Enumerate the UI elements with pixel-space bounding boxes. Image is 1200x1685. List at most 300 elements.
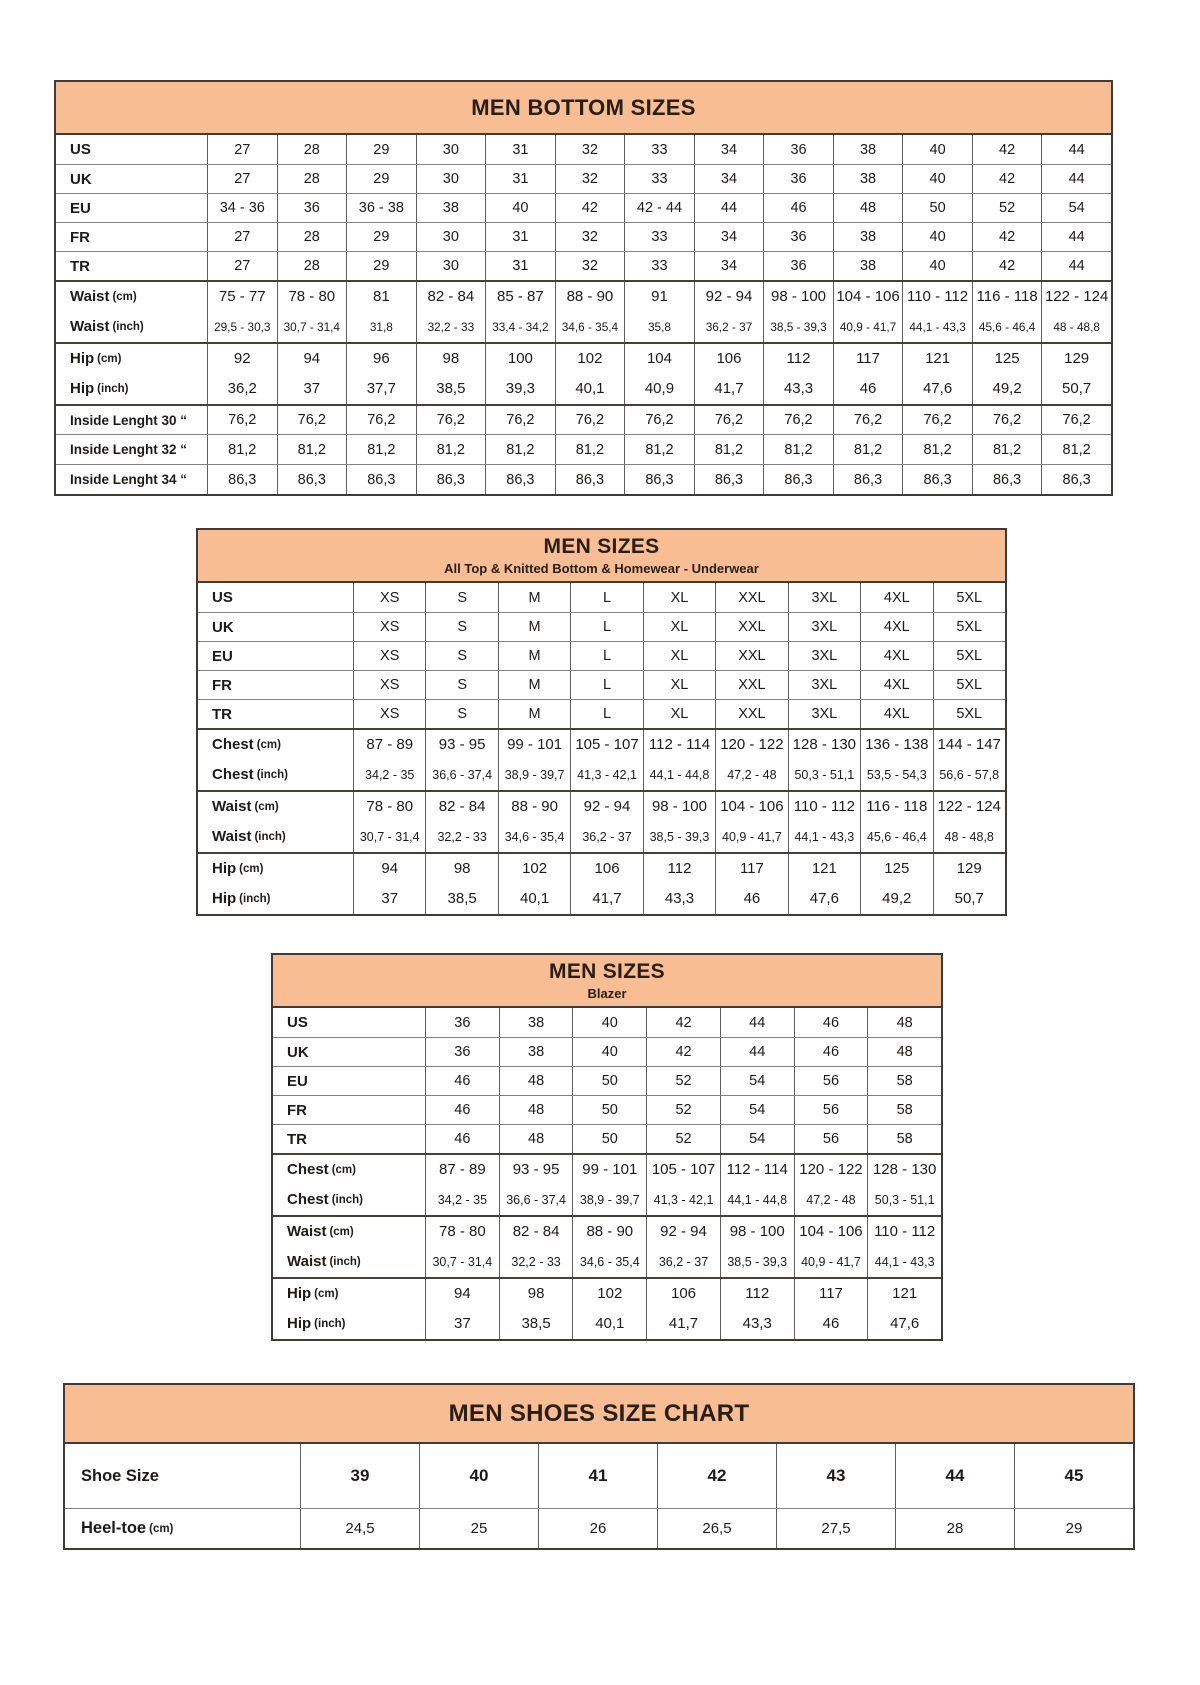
row-label-text: Chest <box>287 1161 329 1178</box>
size-cell: 76,2 <box>485 406 555 434</box>
table-row <box>56 464 1111 494</box>
row-label-text: Waist <box>287 1253 327 1270</box>
size-cell: 98 <box>425 854 497 883</box>
size-cell: 32 <box>555 252 625 280</box>
size-cell: 40,9 - 41,7 <box>794 1246 868 1277</box>
size-cell: 48 - 48,8 <box>933 821 1005 852</box>
size-cell: 128 - 130 <box>788 730 860 759</box>
size-cell: 85 - 87 <box>485 282 555 311</box>
size-cell: 76,2 <box>763 406 833 434</box>
size-cell: 75 - 77 <box>207 282 277 311</box>
size-cell: 44 <box>694 194 764 222</box>
table-row <box>273 1277 941 1308</box>
table-row <box>273 1308 941 1339</box>
size-cell: 40 <box>572 1008 646 1037</box>
row-label-text: Hip <box>212 890 237 907</box>
size-cell: 44 <box>1041 135 1111 164</box>
size-cell: 106 <box>646 1279 720 1308</box>
size-cell: 40,1 <box>555 373 625 404</box>
size-cell: 86,3 <box>277 465 347 494</box>
size-cell: 86,3 <box>1041 465 1111 494</box>
size-cell: 31,8 <box>346 311 416 342</box>
size-cell: 30,7 - 31,4 <box>277 311 347 342</box>
size-cell: 86,3 <box>833 465 903 494</box>
size-cell: XXL <box>715 671 787 699</box>
table-row <box>198 883 1005 914</box>
size-cell: 29 <box>346 135 416 164</box>
size-cell: 58 <box>867 1096 941 1124</box>
size-cell: 88 - 90 <box>555 282 625 311</box>
size-cell: 43 <box>776 1444 895 1508</box>
row-label-unit: (cm) <box>149 1522 174 1535</box>
size-cell: 33,4 - 34,2 <box>485 311 555 342</box>
size-cell: 28 <box>277 165 347 193</box>
size-cell: 78 - 80 <box>425 1217 499 1246</box>
table-row <box>198 759 1005 790</box>
size-cell: 3XL <box>788 583 860 612</box>
size-cell: 88 - 90 <box>498 792 570 821</box>
size-cell: 106 <box>694 344 764 373</box>
size-cell: 32 <box>555 165 625 193</box>
size-cell: 86,3 <box>972 465 1042 494</box>
size-cell: 3XL <box>788 613 860 641</box>
size-cell: 81,2 <box>555 435 625 464</box>
row-label-text: Waist <box>287 1223 327 1240</box>
size-cell: 44,1 - 43,3 <box>788 821 860 852</box>
size-cell: 38 <box>833 252 903 280</box>
size-cell: 33 <box>624 252 694 280</box>
size-cell: XXL <box>715 700 787 728</box>
table-title: MEN SIZES <box>549 960 665 983</box>
size-cell: M <box>498 583 570 612</box>
row-label <box>273 1096 425 1124</box>
size-cell: 31 <box>485 252 555 280</box>
size-cell: 81,2 <box>416 435 486 464</box>
size-cell: 104 - 106 <box>715 792 787 821</box>
size-cell: 50,3 - 51,1 <box>788 759 860 790</box>
size-cell: 112 <box>643 854 715 883</box>
size-cell: 54 <box>720 1096 794 1124</box>
size-cell: 54 <box>1041 194 1111 222</box>
men-top-sizes-table <box>196 528 1007 916</box>
size-cell: 31 <box>485 223 555 251</box>
size-cell: XL <box>643 642 715 670</box>
size-cell: 44 <box>720 1038 794 1066</box>
row-label <box>198 759 353 790</box>
size-cell: 36,2 - 37 <box>646 1246 720 1277</box>
row-label-text: Waist <box>70 318 110 335</box>
table-row <box>273 1037 941 1066</box>
size-chart-document <box>0 80 1200 1550</box>
row-label <box>56 344 207 373</box>
table-row <box>273 1124 941 1153</box>
row-label-unit: (cm) <box>239 862 264 875</box>
size-cell: 40 <box>572 1038 646 1066</box>
size-cell: 92 - 94 <box>570 792 642 821</box>
size-cell: 41 <box>538 1444 657 1508</box>
size-cell: 50 <box>572 1125 646 1153</box>
row-label <box>273 1008 425 1037</box>
size-cell: 76,2 <box>277 406 347 434</box>
row-label-text: Waist <box>70 288 110 305</box>
size-cell: 42 <box>972 223 1042 251</box>
size-cell: 36 <box>763 165 833 193</box>
size-cell: 81,2 <box>1041 435 1111 464</box>
row-label <box>273 1279 425 1308</box>
size-cell: 5XL <box>933 671 1005 699</box>
row-label <box>56 406 207 434</box>
size-cell: M <box>498 642 570 670</box>
row-label-unit: (cm) <box>331 1163 356 1176</box>
size-cell: 44,1 - 44,8 <box>720 1184 794 1215</box>
size-cell: 116 - 118 <box>972 282 1042 311</box>
size-cell: 30 <box>416 165 486 193</box>
size-cell: 82 - 84 <box>425 792 497 821</box>
size-cell: 34 <box>694 165 764 193</box>
size-cell: 31 <box>485 165 555 193</box>
size-cell: 5XL <box>933 642 1005 670</box>
row-label <box>198 642 353 670</box>
size-cell: 76,2 <box>555 406 625 434</box>
size-cell: 40 <box>485 194 555 222</box>
row-label <box>198 821 353 852</box>
row-label-unit: (cm) <box>112 290 137 303</box>
size-cell: 53,5 - 54,3 <box>860 759 932 790</box>
size-cell: 112 <box>763 344 833 373</box>
size-cell: 86,3 <box>416 465 486 494</box>
size-cell: 136 - 138 <box>860 730 932 759</box>
size-cell: 34,2 - 35 <box>425 1184 499 1215</box>
size-cell: M <box>498 700 570 728</box>
row-label <box>65 1444 300 1508</box>
size-cell: 41,7 <box>570 883 642 914</box>
table-row <box>273 1153 941 1184</box>
size-cell: 122 - 124 <box>1041 282 1111 311</box>
size-cell: 40 <box>902 135 972 164</box>
size-cell: 81,2 <box>972 435 1042 464</box>
size-cell: 30 <box>416 223 486 251</box>
size-cell: 42 <box>657 1444 776 1508</box>
size-cell: 34 - 36 <box>207 194 277 222</box>
size-cell: 34,6 - 35,4 <box>572 1246 646 1277</box>
row-label <box>198 854 353 883</box>
size-cell: 5XL <box>933 613 1005 641</box>
size-cell: 36,2 - 37 <box>570 821 642 852</box>
size-cell: 56 <box>794 1096 868 1124</box>
size-cell: 38,5 - 39,3 <box>643 821 715 852</box>
size-cell: 46 <box>794 1308 868 1339</box>
row-label-unit: (inch) <box>239 892 271 905</box>
row-label-text: UK <box>70 170 92 188</box>
size-cell: 121 <box>788 854 860 883</box>
size-cell: 86,3 <box>694 465 764 494</box>
size-cell: 37,7 <box>346 373 416 404</box>
size-cell: S <box>425 700 497 728</box>
size-cell: L <box>570 583 642 612</box>
size-cell: 36 <box>425 1008 499 1037</box>
table-row <box>56 404 1111 434</box>
row-label-unit: (inch) <box>254 830 286 843</box>
size-cell: 76,2 <box>972 406 1042 434</box>
size-cell: 50,7 <box>1041 373 1111 404</box>
size-cell: 46 <box>763 194 833 222</box>
size-cell: 38 <box>833 223 903 251</box>
size-cell: 86,3 <box>624 465 694 494</box>
size-cell: 125 <box>860 854 932 883</box>
size-cell: 99 - 101 <box>498 730 570 759</box>
size-cell: 94 <box>353 854 425 883</box>
size-cell: 54 <box>720 1067 794 1095</box>
size-cell: 26,5 <box>657 1509 776 1548</box>
size-cell: 46 <box>833 373 903 404</box>
size-cell: 34 <box>694 223 764 251</box>
row-label-text: FR <box>287 1101 307 1119</box>
size-cell: 39 <box>300 1444 419 1508</box>
row-label-text: US <box>70 141 91 158</box>
men-top-sizes-header <box>198 530 1005 583</box>
size-cell: XL <box>643 613 715 641</box>
row-label-unit: (inch) <box>314 1317 346 1330</box>
row-label <box>56 465 207 494</box>
table-row <box>198 728 1005 759</box>
size-cell: 40 <box>902 223 972 251</box>
men-bottom-sizes-header <box>56 82 1111 135</box>
size-cell: 76,2 <box>902 406 972 434</box>
size-cell: 48 <box>867 1038 941 1066</box>
row-label <box>56 135 207 164</box>
size-cell: 38,5 <box>416 373 486 404</box>
size-cell: 39,3 <box>485 373 555 404</box>
size-cell: 98 - 100 <box>643 792 715 821</box>
size-cell: 35,8 <box>624 311 694 342</box>
size-cell: 48 <box>499 1067 573 1095</box>
size-cell: 40,1 <box>572 1308 646 1339</box>
row-label-text: EU <box>287 1072 308 1090</box>
size-cell: 40 <box>419 1444 538 1508</box>
row-label <box>198 883 353 914</box>
size-cell: 38,9 - 39,7 <box>572 1184 646 1215</box>
size-cell: 86,3 <box>555 465 625 494</box>
table-row <box>56 251 1111 280</box>
row-label <box>273 1217 425 1246</box>
size-cell: 58 <box>867 1067 941 1095</box>
size-cell: 34,6 - 35,4 <box>555 311 625 342</box>
size-cell: 93 - 95 <box>425 730 497 759</box>
size-cell: 27 <box>207 223 277 251</box>
size-cell: 44,1 - 44,8 <box>643 759 715 790</box>
size-cell: L <box>570 700 642 728</box>
table-row <box>198 821 1005 852</box>
table-row <box>56 373 1111 404</box>
size-cell: 144 - 147 <box>933 730 1005 759</box>
table-row <box>273 1008 941 1037</box>
size-cell: S <box>425 671 497 699</box>
size-cell: XXL <box>715 642 787 670</box>
table-title: MEN SIZES <box>543 535 660 558</box>
size-cell: 48 <box>833 194 903 222</box>
size-cell: 29 <box>346 165 416 193</box>
size-cell: XL <box>643 671 715 699</box>
size-cell: 5XL <box>933 700 1005 728</box>
size-cell: 91 <box>624 282 694 311</box>
row-label-text: UK <box>212 618 234 636</box>
size-cell: 98 <box>499 1279 573 1308</box>
size-cell: 76,2 <box>346 406 416 434</box>
row-label-text: Heel-toe <box>81 1519 147 1537</box>
table-row <box>273 1095 941 1124</box>
size-cell: 40,9 - 41,7 <box>833 311 903 342</box>
size-cell: 86,3 <box>763 465 833 494</box>
size-cell: 47,6 <box>867 1308 941 1339</box>
table-row <box>198 670 1005 699</box>
size-cell: L <box>570 671 642 699</box>
size-cell: 112 - 114 <box>643 730 715 759</box>
size-cell: 43,3 <box>643 883 715 914</box>
size-cell: 43,3 <box>720 1308 794 1339</box>
size-cell: 37 <box>353 883 425 914</box>
size-cell: 98 <box>416 344 486 373</box>
row-label-unit: (cm) <box>97 352 122 365</box>
size-cell: 44,1 - 43,3 <box>867 1246 941 1277</box>
size-cell: 40 <box>902 252 972 280</box>
size-cell: 104 - 106 <box>794 1217 868 1246</box>
size-cell: 32,2 - 33 <box>499 1246 573 1277</box>
size-cell: 120 - 122 <box>794 1155 868 1184</box>
size-cell: 76,2 <box>833 406 903 434</box>
size-cell: M <box>498 671 570 699</box>
size-cell: 50 <box>902 194 972 222</box>
size-cell: 86,3 <box>207 465 277 494</box>
row-label <box>273 1155 425 1184</box>
size-cell: 45,6 - 46,4 <box>860 821 932 852</box>
size-cell: 38,5 <box>499 1308 573 1339</box>
row-label <box>56 252 207 280</box>
size-cell: 36,6 - 37,4 <box>499 1184 573 1215</box>
size-cell: 30,7 - 31,4 <box>353 821 425 852</box>
size-cell: 36 <box>763 223 833 251</box>
size-cell: S <box>425 613 497 641</box>
size-cell: 37 <box>425 1308 499 1339</box>
size-cell: 52 <box>646 1096 720 1124</box>
size-cell: 98 - 100 <box>763 282 833 311</box>
row-label-text: Shoe Size <box>81 1466 159 1485</box>
size-cell: 58 <box>867 1125 941 1153</box>
size-cell: 87 - 89 <box>353 730 425 759</box>
size-cell: 47,6 <box>788 883 860 914</box>
size-cell: 36,2 - 37 <box>694 311 764 342</box>
size-cell: 32,2 - 33 <box>416 311 486 342</box>
size-cell: 4XL <box>860 671 932 699</box>
table-row <box>273 1066 941 1095</box>
size-cell: 36,6 - 37,4 <box>425 759 497 790</box>
size-cell: 36,2 <box>207 373 277 404</box>
size-cell: 112 - 114 <box>720 1155 794 1184</box>
row-label-unit: (cm) <box>329 1225 354 1238</box>
size-cell: 42 <box>555 194 625 222</box>
size-cell: 33 <box>624 165 694 193</box>
table-row <box>198 852 1005 883</box>
table-row <box>56 164 1111 193</box>
size-cell: 38 <box>499 1038 573 1066</box>
size-cell: 94 <box>425 1279 499 1308</box>
table-row <box>56 222 1111 251</box>
row-label-text: US <box>212 589 233 606</box>
size-cell: 94 <box>277 344 347 373</box>
men-blazer-sizes-table <box>271 953 943 1341</box>
size-cell: 28 <box>277 252 347 280</box>
size-cell: 4XL <box>860 642 932 670</box>
size-cell: 27,5 <box>776 1509 895 1548</box>
size-cell: XS <box>353 671 425 699</box>
size-cell: XS <box>353 583 425 612</box>
size-cell: 76,2 <box>207 406 277 434</box>
size-cell: 34,2 - 35 <box>353 759 425 790</box>
size-cell: 34 <box>694 252 764 280</box>
size-cell: 29 <box>346 252 416 280</box>
size-cell: 110 - 112 <box>902 282 972 311</box>
men-shoes-size-chart-header <box>65 1385 1133 1444</box>
size-cell: 121 <box>902 344 972 373</box>
row-label-text: Chest <box>287 1191 329 1208</box>
size-cell: 41,3 - 42,1 <box>646 1184 720 1215</box>
size-cell: 36 <box>277 194 347 222</box>
table-subtitle: All Top & Knitted Bottom & Homewear - Underwear <box>444 561 759 576</box>
size-cell: 29,5 - 30,3 <box>207 311 277 342</box>
row-label-text: FR <box>212 676 232 694</box>
size-cell: 52 <box>646 1067 720 1095</box>
row-label <box>273 1308 425 1339</box>
size-cell: 40,9 <box>624 373 694 404</box>
row-label-text: TR <box>287 1130 307 1148</box>
size-cell: 82 - 84 <box>499 1217 573 1246</box>
row-label-text: Chest <box>212 736 254 753</box>
row-label <box>56 282 207 311</box>
size-cell: 42 <box>972 165 1042 193</box>
size-cell: 38 <box>499 1008 573 1037</box>
size-cell: 50,7 <box>933 883 1005 914</box>
size-cell: 112 <box>720 1279 794 1308</box>
size-cell: 82 - 84 <box>416 282 486 311</box>
size-cell: 3XL <box>788 642 860 670</box>
size-cell: 24,5 <box>300 1509 419 1548</box>
table-row <box>56 280 1111 311</box>
size-cell: 4XL <box>860 613 932 641</box>
size-cell: 105 - 107 <box>646 1155 720 1184</box>
row-label-text: Waist <box>212 828 252 845</box>
size-cell: 129 <box>1041 344 1111 373</box>
table-row <box>56 311 1111 342</box>
size-cell: 38,5 - 39,3 <box>720 1246 794 1277</box>
row-label <box>65 1509 300 1548</box>
size-cell: 47,2 - 48 <box>794 1184 868 1215</box>
table-row <box>56 135 1111 164</box>
size-cell: 117 <box>794 1279 868 1308</box>
table-row <box>273 1184 941 1215</box>
size-cell: 27 <box>207 165 277 193</box>
size-cell: 44 <box>895 1444 1014 1508</box>
size-cell: 49,2 <box>972 373 1042 404</box>
size-cell: XS <box>353 642 425 670</box>
size-cell: 117 <box>833 344 903 373</box>
size-cell: 86,3 <box>346 465 416 494</box>
table-row <box>198 583 1005 612</box>
size-cell: 48 <box>499 1125 573 1153</box>
size-cell: 117 <box>715 854 787 883</box>
men-blazer-sizes-header <box>273 955 941 1008</box>
size-cell: 37 <box>277 373 347 404</box>
table-title: MEN SHOES SIZE CHART <box>448 1399 750 1427</box>
row-label-unit: (inch) <box>331 1193 363 1206</box>
